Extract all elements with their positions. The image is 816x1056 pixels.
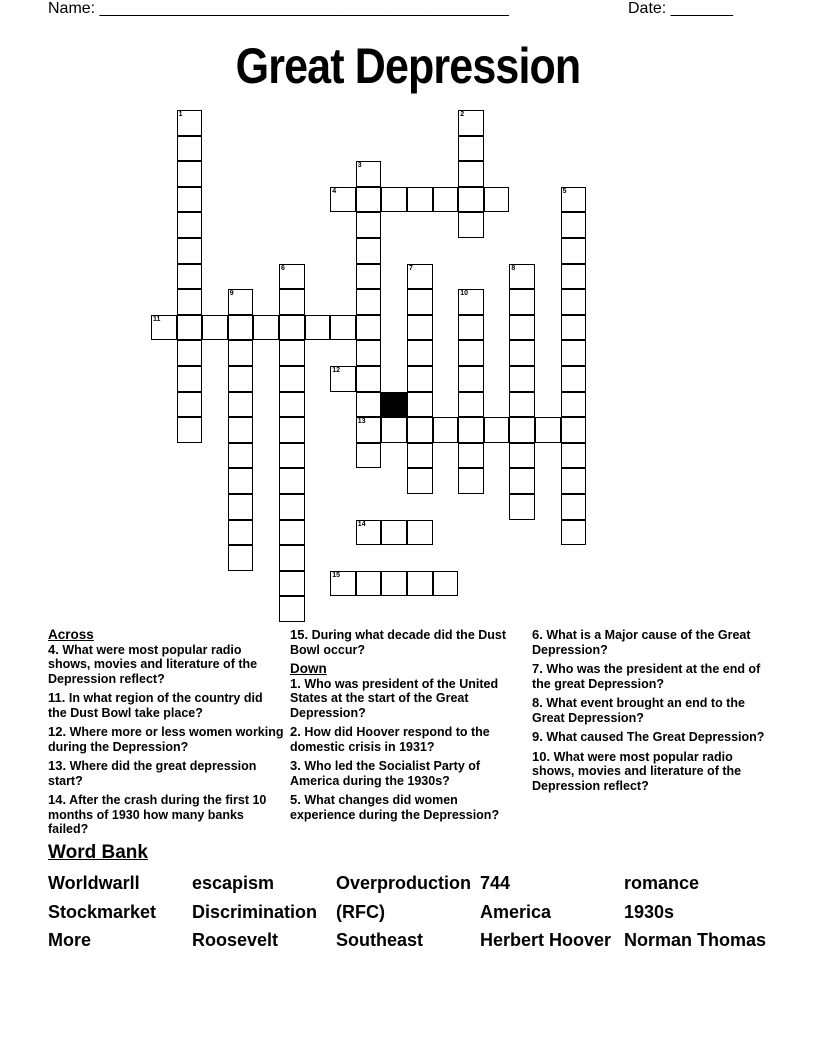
grid-cell[interactable] <box>228 366 254 392</box>
clue-number: 12. <box>48 724 67 739</box>
grid-cell[interactable] <box>356 417 382 443</box>
grid-cell[interactable] <box>381 571 407 597</box>
grid-cell[interactable] <box>228 340 254 366</box>
clue-number: 11. <box>48 690 66 705</box>
grid-cell[interactable] <box>279 340 305 366</box>
grid-cell[interactable] <box>509 417 535 443</box>
grid-cell[interactable] <box>509 289 535 315</box>
grid-cell[interactable] <box>458 187 484 213</box>
grid-cell[interactable] <box>356 315 382 341</box>
grid-cell[interactable] <box>407 392 433 418</box>
grid-cell[interactable] <box>356 212 382 238</box>
grid-cell[interactable] <box>458 340 484 366</box>
cell-number: 8 <box>511 264 516 272</box>
clue-number: 1. <box>290 675 301 691</box>
grid-cell[interactable] <box>407 571 433 597</box>
grid-cell[interactable] <box>228 443 254 469</box>
grid-cell[interactable] <box>228 468 254 494</box>
grid-cell[interactable] <box>228 520 254 546</box>
page-title: Great Depression <box>235 38 581 94</box>
word-bank-item: Southeast <box>336 930 424 950</box>
word-bank-item: Herbert Hoover <box>480 930 612 950</box>
grid-cell[interactable] <box>561 315 587 341</box>
word-bank-item: Worldwarll <box>48 873 140 893</box>
grid-cell[interactable] <box>228 289 254 315</box>
grid-cell[interactable] <box>509 315 535 341</box>
grid-cell[interactable] <box>356 520 382 546</box>
clues-column-1 <box>48 628 284 842</box>
grid-cell[interactable] <box>279 443 305 469</box>
clue-text: What were most popular radio shows, movies and literature of the Depression reflect? <box>48 642 258 686</box>
clue-text: Who was the president at the end of the great Depression? <box>532 662 761 691</box>
grid-cell[interactable] <box>381 520 407 546</box>
grid-cell[interactable] <box>330 315 356 341</box>
clue-down-1 <box>290 677 526 721</box>
clue-text: Where more or less women working during the Depression? <box>48 725 284 754</box>
grid-cell[interactable] <box>177 340 203 366</box>
grid-cell[interactable] <box>433 187 459 213</box>
grid-cell[interactable] <box>279 468 305 494</box>
word-bank-item: escapism <box>192 873 275 893</box>
grid-cell[interactable] <box>177 392 203 418</box>
grid-cell[interactable] <box>561 212 587 238</box>
grid-cell[interactable] <box>177 264 203 290</box>
word-bank-item: America <box>480 902 552 922</box>
grid-cell[interactable] <box>177 417 203 443</box>
grid-cell[interactable] <box>433 417 459 443</box>
grid-cell[interactable] <box>509 494 535 520</box>
clue-down-8 <box>532 696 768 725</box>
word-bank-item: Norman Thomas <box>624 930 767 950</box>
grid-cell[interactable] <box>561 366 587 392</box>
grid-cell[interactable] <box>177 110 203 136</box>
grid-cell[interactable] <box>407 315 433 341</box>
cell-number: 13 <box>357 418 366 426</box>
grid-cell[interactable] <box>177 238 203 264</box>
grid-cell[interactable] <box>561 187 587 213</box>
grid-cell[interactable] <box>407 366 433 392</box>
grid-cell[interactable] <box>279 520 305 546</box>
grid-cell[interactable] <box>535 417 561 443</box>
clue-text: Who was president of the United States at the start of the Great Depression? <box>290 676 499 720</box>
grid-cell[interactable] <box>202 315 228 341</box>
grid-cell[interactable] <box>151 315 177 341</box>
clue-number: 2. <box>290 724 301 739</box>
grid-cell[interactable] <box>458 443 484 469</box>
grid-cell[interactable] <box>509 264 535 290</box>
grid-cell[interactable] <box>561 520 587 546</box>
clue-down-9 <box>532 730 768 745</box>
clue-down-7 <box>532 662 768 691</box>
grid-cell[interactable] <box>228 417 254 443</box>
grid-cell[interactable] <box>305 315 331 341</box>
grid-cell[interactable] <box>509 340 535 366</box>
word-bank-heading: Word Bank <box>48 842 148 863</box>
clue-down-3 <box>290 759 526 788</box>
grid-cell[interactable] <box>177 187 203 213</box>
grid-cell[interactable] <box>458 136 484 162</box>
grid-cell[interactable] <box>407 417 433 443</box>
grid-cell[interactable] <box>407 468 433 494</box>
grid-cell[interactable] <box>279 571 305 597</box>
word-bank-item: Roosevelt <box>192 930 279 950</box>
clue-text: Who led the Socialist Party of America during the 1930s? <box>290 759 481 788</box>
cell-number: 14 <box>357 520 366 528</box>
clue-number: 5. <box>290 792 301 807</box>
grid-cell[interactable] <box>330 187 356 213</box>
grid-cell[interactable] <box>561 468 587 494</box>
grid-cell[interactable] <box>177 136 203 162</box>
grid-cell[interactable] <box>356 187 382 213</box>
cell-number: 9 <box>229 290 234 298</box>
cell-number: 2 <box>460 111 465 118</box>
down-heading: Down <box>290 661 327 676</box>
grid-cell[interactable] <box>458 392 484 418</box>
clue-text: Where did the great depression start? <box>48 759 257 788</box>
grid-cell[interactable] <box>356 264 382 290</box>
clue-down-5 <box>290 793 526 822</box>
clue-number: 3. <box>290 758 301 773</box>
grid-cell[interactable] <box>458 212 484 238</box>
grid-cell[interactable] <box>458 289 484 315</box>
clue-text: What is a Major cause of the Great Depression? <box>532 628 751 657</box>
clue-number: 14. <box>48 792 67 807</box>
cell-number: 7 <box>409 264 413 272</box>
clue-number: 15. <box>290 627 309 642</box>
grid-cell[interactable] <box>279 315 305 341</box>
grid-cell[interactable] <box>381 417 407 443</box>
grid-cell[interactable] <box>561 289 587 315</box>
grid-cell[interactable] <box>330 366 356 392</box>
clue-text: What changes did women experience during the Depression? <box>290 793 500 822</box>
clue-text: How did Hoover respond to the domestic crisis in 1931? <box>290 725 490 754</box>
grid-cell[interactable] <box>561 494 587 520</box>
grid-cell[interactable] <box>279 494 305 520</box>
grid-cell[interactable] <box>561 264 587 290</box>
date-field-label: Date: _______ <box>628 0 733 17</box>
grid-cell[interactable] <box>356 571 382 597</box>
grid-cell[interactable] <box>356 366 382 392</box>
grid-cell[interactable] <box>407 264 433 290</box>
grid-cell[interactable] <box>177 315 203 341</box>
clue-number: 13. <box>48 758 67 773</box>
clue-down-6 <box>532 628 768 657</box>
clue-text: During what decade did the Dust Bowl occur? <box>290 628 507 657</box>
clue-across-15 <box>290 628 526 657</box>
grid-cell[interactable] <box>407 520 433 546</box>
grid-cell[interactable] <box>561 238 587 264</box>
grid-cell[interactable] <box>509 468 535 494</box>
grid-cell[interactable] <box>177 161 203 187</box>
grid-cell[interactable] <box>509 366 535 392</box>
grid-cell[interactable] <box>330 571 356 597</box>
word-bank-item: romance <box>624 873 700 893</box>
grid-cell[interactable] <box>458 110 484 136</box>
grid-cell[interactable] <box>458 161 484 187</box>
cell-number: 4 <box>332 187 337 195</box>
grid-cell[interactable] <box>228 315 254 341</box>
grid-cell[interactable] <box>433 571 459 597</box>
grid-cell[interactable] <box>458 366 484 392</box>
grid-cell[interactable] <box>484 187 510 213</box>
clue-across-14 <box>48 793 284 837</box>
grid-cell[interactable] <box>356 238 382 264</box>
clue-text: What caused The Great Depression? <box>546 730 765 744</box>
cell-number: 15 <box>332 571 340 579</box>
cell-number: 5 <box>562 187 567 195</box>
word-bank-item: 1930s <box>624 902 675 922</box>
grid-cell[interactable] <box>407 289 433 315</box>
grid-cell[interactable] <box>177 289 203 315</box>
clue-across-13 <box>48 759 284 788</box>
grid-cell[interactable] <box>484 417 510 443</box>
cell-number: 11 <box>153 315 161 323</box>
clue-text: What were most popular radio shows, movies and literature of the Depression reflect? <box>532 749 742 793</box>
clue-down-2 <box>290 725 526 754</box>
clue-number: 10. <box>532 748 551 764</box>
clue-down-10 <box>532 750 768 794</box>
word-bank-item: More <box>48 930 92 950</box>
grid-cell[interactable] <box>279 366 305 392</box>
word-bank-item: (RFC) <box>336 902 385 922</box>
grid-cell[interactable] <box>228 494 254 520</box>
grid-cell[interactable] <box>228 545 254 571</box>
clue-across-11 <box>48 691 284 720</box>
clue-number: 8. <box>532 695 543 710</box>
name-field-label: Name: ______________________________________________ <box>48 0 509 17</box>
grid-cell[interactable] <box>356 392 382 418</box>
grid-cell[interactable] <box>177 212 203 238</box>
grid-cell[interactable] <box>407 443 433 469</box>
clue-across-4 <box>48 643 284 687</box>
grid-cell[interactable] <box>356 340 382 366</box>
grid-cell[interactable] <box>356 443 382 469</box>
grid-cell[interactable] <box>356 161 382 187</box>
clues-column-3 <box>532 628 768 798</box>
grid-cell[interactable] <box>407 187 433 213</box>
grid-cell[interactable] <box>279 596 305 622</box>
grid-cell[interactable] <box>561 443 587 469</box>
clue-text: What event brought an end to the Great Depression? <box>532 696 745 725</box>
cell-number: 1 <box>178 111 183 118</box>
clue-number: 6. <box>532 627 543 642</box>
cell-number: 10 <box>460 290 468 298</box>
cell-number: 12 <box>332 367 340 374</box>
word-bank-item: Overproduction <box>336 873 472 893</box>
across-heading: Across <box>48 627 94 642</box>
word-bank-item: Discrimination <box>192 902 318 922</box>
grid-cell[interactable] <box>509 443 535 469</box>
cell-number: 3 <box>357 162 362 170</box>
grid-cell[interactable] <box>279 264 305 290</box>
clue-number: 9. <box>532 729 543 744</box>
grid-cell[interactable] <box>561 417 587 443</box>
black-square <box>381 392 407 418</box>
grid-cell[interactable] <box>381 187 407 213</box>
grid-cell[interactable] <box>356 289 382 315</box>
grid-cell[interactable] <box>177 366 203 392</box>
word-bank-item: 744 <box>480 873 511 893</box>
grid-cell[interactable] <box>407 340 433 366</box>
word-bank-item: Stockmarket <box>48 902 157 922</box>
grid-cell[interactable] <box>228 392 254 418</box>
cell-number: 6 <box>281 264 285 272</box>
grid-cell[interactable] <box>458 468 484 494</box>
grid-cell[interactable] <box>458 417 484 443</box>
grid-cell[interactable] <box>279 289 305 315</box>
clue-across-12 <box>48 725 284 754</box>
grid-cell[interactable] <box>279 545 305 571</box>
grid-cell[interactable] <box>279 417 305 443</box>
clue-number: 4. <box>48 641 59 657</box>
grid-cell[interactable] <box>509 392 535 418</box>
clues-column-2 <box>290 628 526 827</box>
clue-number: 7. <box>532 661 543 676</box>
grid-cell[interactable] <box>279 392 305 418</box>
grid-cell[interactable] <box>253 315 279 341</box>
grid-cell[interactable] <box>561 392 587 418</box>
clue-text: In what region of the country did the Dust Bowl take place? <box>48 691 263 720</box>
grid-cell[interactable] <box>458 315 484 341</box>
grid-cell[interactable] <box>561 340 587 366</box>
clue-text: After the crash during the first 10 months of 1930 how many banks failed? <box>48 793 267 836</box>
